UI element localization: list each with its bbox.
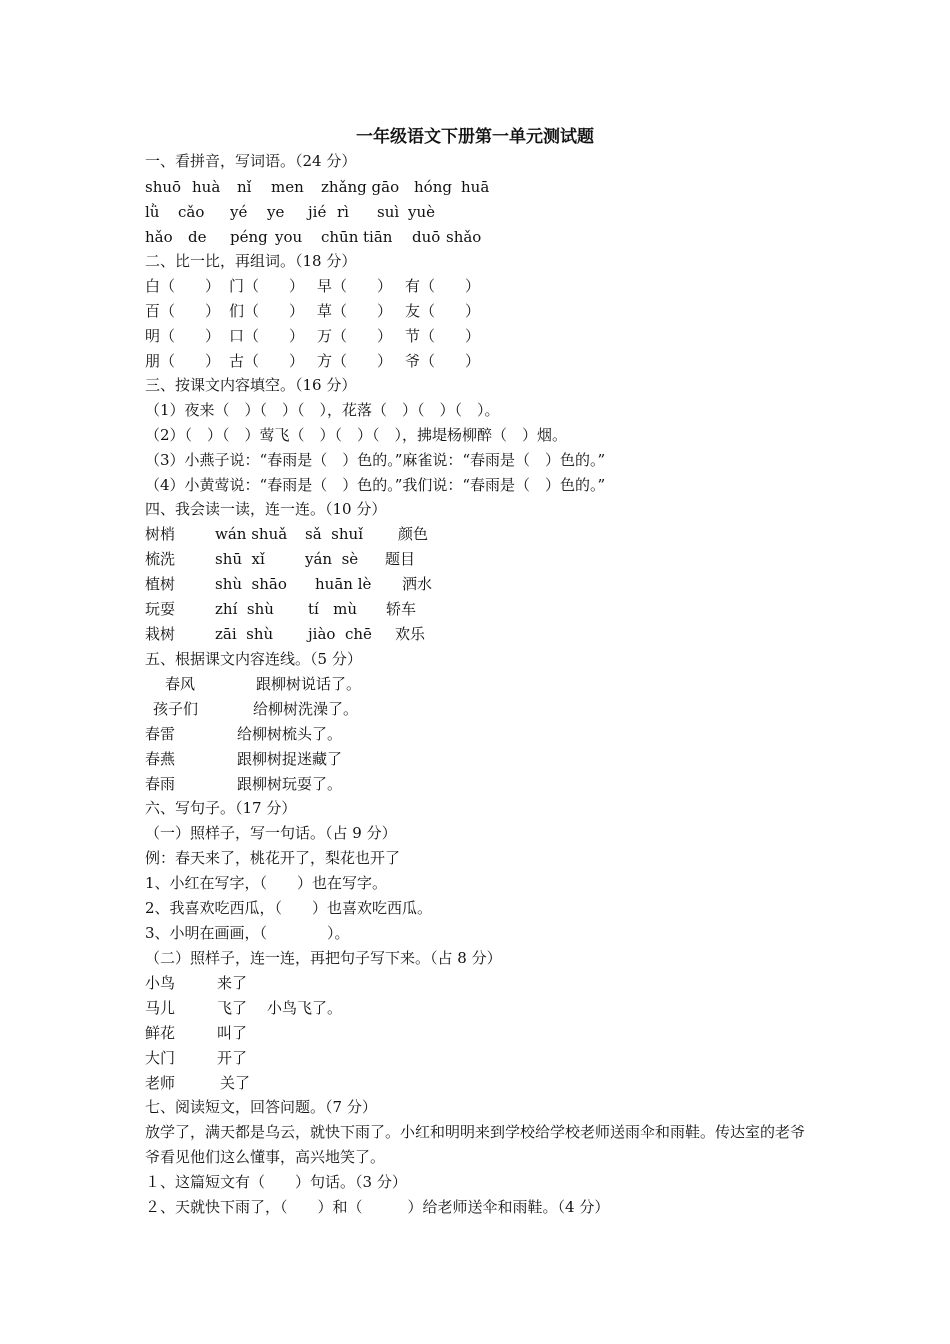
predicate-item: 关了 [220,1074,251,1092]
pinyin-item: suì [377,203,400,221]
compare-item: 门（ ） [229,277,305,295]
pinyin-item: yé [230,203,248,221]
pinyin-item: shū xǐ [215,550,265,568]
subject-item: 春风 [165,675,196,693]
question-line: 2、我喜欢吃西瓜，（ ）也喜欢吃西瓜。 [145,899,433,917]
word-item: 玩耍 [145,600,176,618]
pinyin-item: wán shuǎ [215,525,288,543]
predicate-item: 来了 [217,974,248,992]
reading-passage: 放学了，满天都是乌云，就快下雨了。小红和明明来到学校给学校老师送雨伞和雨鞋。传达室的老爷爷看见他们这么懂事，高兴地笑了。 [145,1123,806,1166]
pinyin-item: jiào chē [308,625,372,643]
subject-item: 孩子们 [153,700,199,718]
fill-blank-line: （4）小黄莺说：“春雨是（ ）色的。”我们说：“春雨是（ ）色的。” [145,476,606,494]
pinyin-item: zāi shù [215,625,274,643]
pinyin-item: de [188,228,207,246]
compare-item: 口（ ） [229,327,305,345]
pinyin-item: sǎ shuǐ [305,525,363,543]
predicate-item: 飞了 [217,999,248,1017]
predicate-item: 开了 [217,1049,248,1067]
compare-item: 早（ ） [317,277,393,295]
fill-blank-line: （3）小燕子说：“春雨是（ ）色的。”麻雀说：“春雨是（ ）色的。” [145,451,606,469]
pinyin-item: péng [230,228,268,246]
compare-item: 万（ ） [317,327,393,345]
pinyin-item: rì [337,203,349,221]
predicate-item: 叫了 [217,1024,248,1042]
compare-item: 们（ ） [229,302,305,320]
compare-item: 草（ ） [317,302,393,320]
section-7-heading: 七、阅读短文，回答问题。（7 分） [145,1098,377,1116]
question-line: 3、小明在画画，（ ）。 [145,924,350,942]
predicate-item: 跟柳树玩耍了。 [237,775,343,793]
subsection-heading: （二）照样子，连一连，再把句子写下来。（占 8 分） [145,949,502,967]
compare-item: 爷（ ） [405,352,481,370]
compare-item: 百（ ） [145,302,221,320]
pinyin-item: tí mù [308,600,358,618]
pinyin-item: zhǎng gāo [321,178,400,196]
subject-item: 老师 [145,1074,176,1092]
subject-item: 春雷 [145,725,176,743]
predicate-item: 给柳树梳头了。 [237,725,343,743]
pinyin-item: shuō [145,178,182,196]
answer-sentence: 小鸟飞了。 [267,999,343,1017]
compare-item: 明（ ） [145,327,221,345]
section-2-heading: 二、比一比，再组词。（18 分） [145,252,357,270]
section-5-heading: 五、根据课文内容连线。（5 分） [145,650,362,668]
word-item: 树梢 [145,525,176,543]
predicate-item: 跟柳树说话了。 [256,675,362,693]
compare-item: 有（ ） [405,277,481,295]
pinyin-item: shù shāo [215,575,287,593]
pinyin-item: zhí shù [215,600,274,618]
compare-item: 节（ ） [405,327,481,345]
section-6-heading: 六、写句子。（17 分） [145,799,297,817]
example-sentence: 例：春天来了，桃花开了，梨花也开了 [145,849,401,867]
word-item: 轿车 [386,600,417,618]
predicate-item: 给柳树洗澡了。 [253,700,359,718]
pinyin-item: yuè [408,203,436,221]
predicate-item: 跟柳树捉迷藏了 [237,750,343,768]
pinyin-item: cǎo [178,203,205,221]
question-line: ２、天就快下雨了，（ ）和（ ）给老师送伞和雨鞋。（4 分） [145,1198,610,1216]
word-item: 题目 [385,550,416,568]
pinyin-item: huān lè [315,575,372,593]
pinyin-item: shǎo [446,228,482,246]
compare-item: 朋（ ） [145,352,221,370]
question-line: １、这篇短文有（ ）句话。（3 分） [145,1173,407,1191]
subject-item: 春燕 [145,750,176,768]
subject-item: 小鸟 [145,974,176,992]
word-item: 洒水 [402,575,433,593]
subject-item: 大门 [145,1049,176,1067]
subject-item: 马儿 [145,999,176,1017]
pinyin-item: hǎo [145,228,173,246]
pinyin-item: tiān [363,228,393,246]
pinyin-item: jié [308,203,327,221]
pinyin-item: men [271,178,304,196]
section-3-heading: 三、按课文内容填空。（16 分） [145,376,357,394]
subsection-heading: （一）照样子，写一句话。（占 9 分） [145,824,397,842]
pinyin-item: you [275,228,303,246]
pinyin-item: huà [192,178,221,196]
compare-item: 古（ ） [229,352,305,370]
word-item: 栽树 [145,625,176,643]
compare-item: 方（ ） [317,352,393,370]
fill-blank-line: （1）夜来（ ）（ ）（ ），花落（ ）（ ）（ ）。 [145,401,500,419]
fill-blank-line: （2）（ ）（ ）莺飞（ ）（ ）（ ），拂堤杨柳醉（ ）烟。 [145,426,568,444]
word-item: 梳洗 [145,550,176,568]
pinyin-item: chūn [321,228,359,246]
subject-item: 鲜花 [145,1024,176,1042]
pinyin-item: huā [461,178,490,196]
pinyin-item: nǐ [237,178,252,196]
compare-item: 白（ ） [145,277,221,295]
question-line: 1、小红在写字，（ ）也在写字。 [145,874,388,892]
page-title: 一年级语文下册第一单元测试题 [356,127,594,147]
word-item: 植树 [145,575,176,593]
word-item: 欢乐 [395,625,426,643]
pinyin-item: ye [267,203,285,221]
section-4-heading: 四、我会读一读，连一连。（10 分） [145,500,387,518]
pinyin-item: yán sè [305,550,359,568]
section-1-heading: 一、看拼音，写词语。（24 分） [145,152,357,170]
pinyin-item: lǜ [145,203,160,221]
subject-item: 春雨 [145,775,176,793]
word-item: 颜色 [398,525,429,543]
compare-item: 友（ ） [405,302,481,320]
pinyin-item: duō [412,228,441,246]
pinyin-item: hóng [414,178,452,196]
